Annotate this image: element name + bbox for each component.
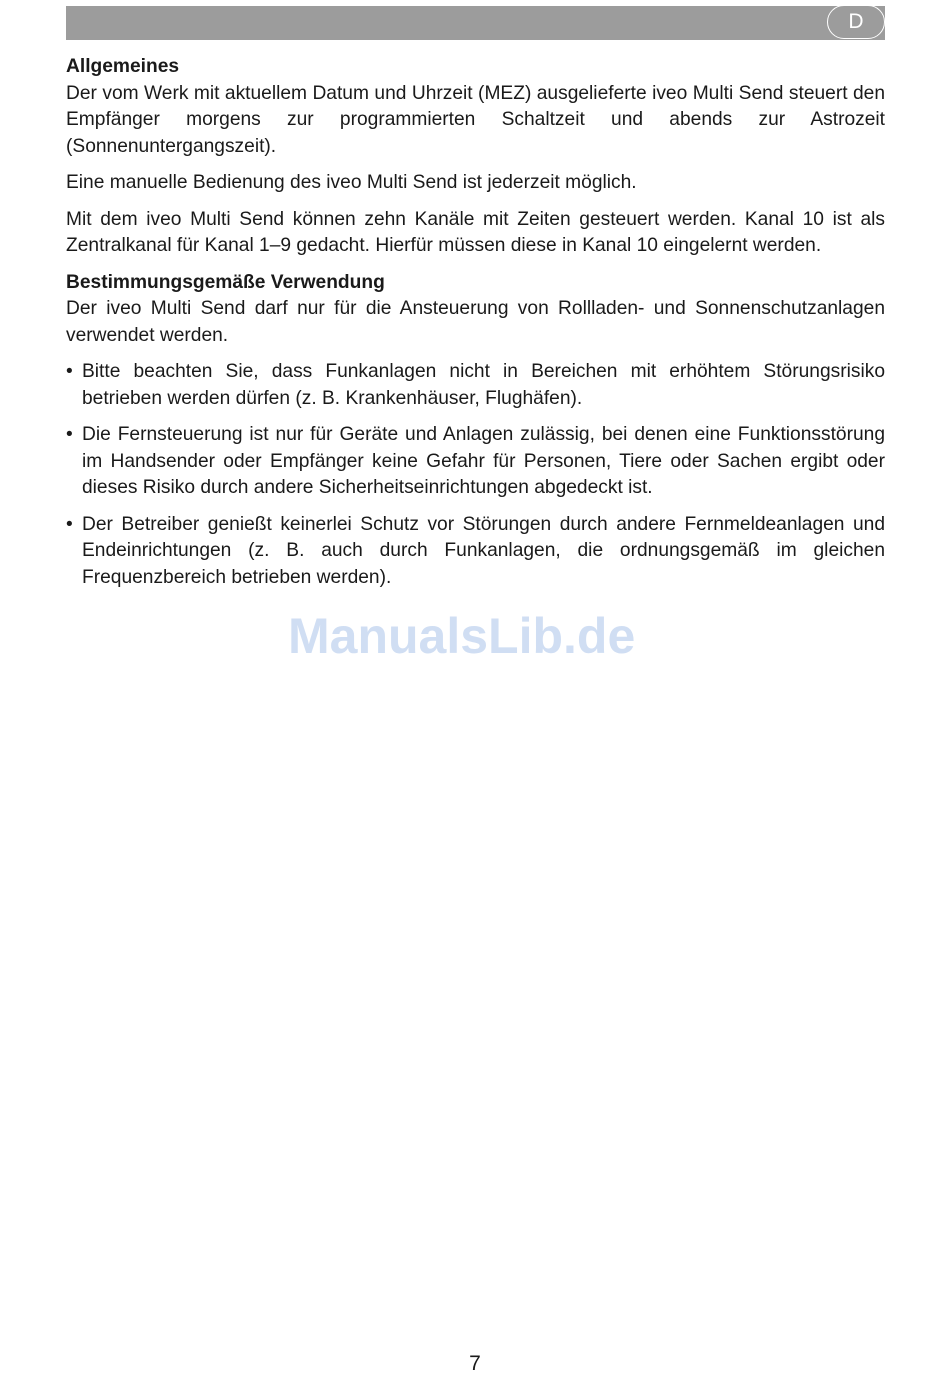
paragraph: Mit dem iveo Multi Send können zehn Kanäle mit Zeiten gesteuert werden. Kanal 10 ist als Zentralkanal für Kanal 1–9 gedacht. Hierfür müssen diese in Kanal 10 eingelernt werden. [66, 208, 885, 256]
list-item [66, 359, 885, 412]
bullet-icon: • [66, 513, 73, 535]
bullet-list [66, 359, 885, 591]
page-content [66, 54, 885, 601]
paragraph: Eine manuelle Bedienung des iveo Multi Send ist jederzeit möglich. [66, 172, 637, 193]
page-number: 7 [469, 1352, 481, 1375]
header-bar [66, 6, 885, 40]
watermark: ManualsLib.de [288, 608, 636, 664]
section-bestimmungsgemaesse-verwendung [66, 270, 885, 592]
list-item-text: Der Betreiber genießt keinerlei Schutz vor Störungen durch andere Fernmeldeanlagen und Endeinrichtungen (z. B. auch durch Funkanlagen, die ordnungsgemäß im gleichen Frequenzbereich betrieben werden). [82, 513, 885, 588]
bullet-icon: • [66, 361, 73, 382]
bullet-icon: • [66, 424, 73, 445]
section-heading: Bestimmungsgemäße Verwendung [66, 271, 385, 293]
paragraph: Der iveo Multi Send darf nur für die Ansteuerung von Rollladen- und Sonnenschutzanlagen verwendet werden. [66, 298, 885, 346]
list-item [66, 422, 885, 502]
list-item-text: Bitte beachten Sie, dass Funkanlagen nicht in Bereichen mit erhöhtem Störungsrisiko betrieben werden dürfen (z. B. Krankenhäuser, Flughäfen). [82, 361, 885, 409]
list-item-text: Die Fernsteuerung ist nur für Geräte und Anlagen zulässig, bei denen eine Funktionsstörung im Handsender oder Empfänger keine Gefahr für Personen, Tiere oder Sachen ergibt oder dieses Risiko durch andere Sicherheitseinrichtungen abgedeckt ist. [82, 424, 885, 498]
list-item [66, 512, 885, 592]
section-allgemeines [66, 54, 885, 260]
section-heading: Allgemeines [66, 56, 180, 77]
language-badge: D [827, 5, 885, 39]
paragraph: Der vom Werk mit aktuellem Datum und Uhrzeit (MEZ) ausgelieferte iveo Multi Send steuert den Empfänger morgens zur programmierten Schaltzeit und abends zur Astrozeit (Sonnenuntergangszeit). [66, 82, 885, 157]
